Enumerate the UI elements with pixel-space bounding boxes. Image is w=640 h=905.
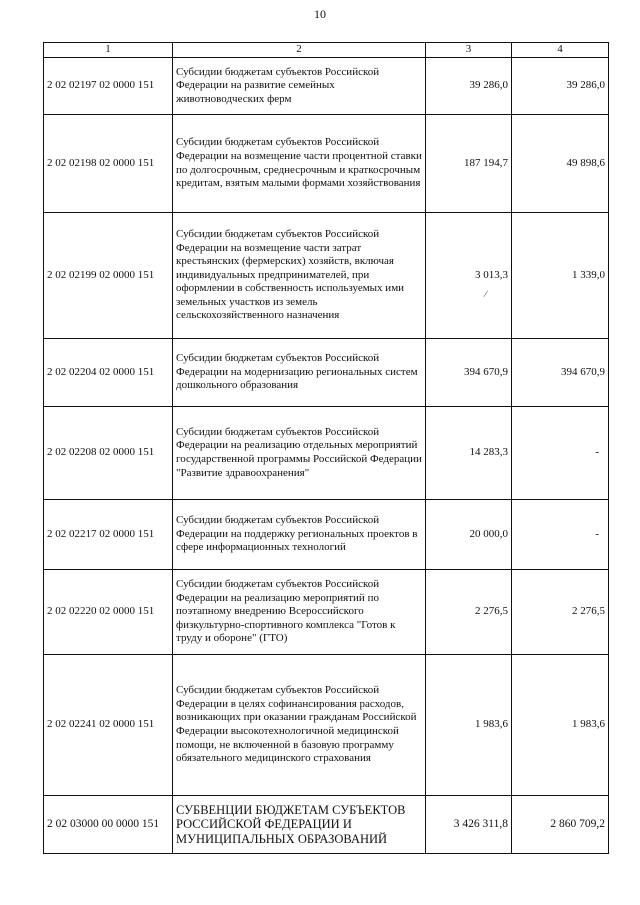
header-col-3: 3	[426, 43, 512, 58]
row-value-col3: 1 983,6	[426, 655, 512, 796]
row-name: Субсидии бюджетам субъектов Российской Федерации на реализацию мероприятий по поэтапному внедрению Всероссийского физкультурно-спортивного комплекса "Готов к труду и обороне" (ГТО)	[173, 570, 426, 655]
row-value-col3: 20 000,0	[426, 500, 512, 570]
row-value-col4: 39 286,0	[512, 58, 609, 115]
table-row	[44, 213, 609, 339]
header-row	[44, 43, 609, 58]
row-code: 2 02 02197 02 0000 151	[44, 58, 173, 115]
subtotal-value-col4: 2 860 709,2	[512, 796, 609, 854]
table-row	[44, 115, 609, 213]
table-row	[44, 58, 609, 115]
row-value-col3: 3 013,3	[426, 213, 512, 339]
row-value-col3: 14 283,3	[426, 407, 512, 500]
row-name: Субсидии бюджетам субъектов Российской Федерации на модернизацию региональных систем дошкольного образования	[173, 339, 426, 407]
row-name: Субсидии бюджетам субъектов Российской Федерации на развитие семейных животноводческих ферм	[173, 58, 426, 115]
row-code: 2 02 02217 02 0000 151	[44, 500, 173, 570]
row-value-col4: 49 898,6	[512, 115, 609, 213]
table-row	[44, 655, 609, 796]
row-value-col4: 2 276,5	[512, 570, 609, 655]
row-value-col4: 1 983,6	[512, 655, 609, 796]
header-col-1: 1	[44, 43, 173, 58]
table-row	[44, 500, 609, 570]
row-name: Субсидии бюджетам субъектов Российской Федерации на реализацию отдельных мероприятий государственной программы Российской Федерации "Развитие здравоохранения"	[173, 407, 426, 500]
subtotal-code: 2 02 03000 00 0000 151	[44, 796, 173, 854]
row-value-col3: 187 194,7	[426, 115, 512, 213]
subtotal-name: СУБВЕНЦИИ БЮДЖЕТАМ СУБЪЕКТОВ РОССИЙСКОЙ ФЕДЕРАЦИИ И МУНИЦИПАЛЬНЫХ ОБРАЗОВАНИЙ	[173, 796, 426, 854]
table-row	[44, 570, 609, 655]
budget-table	[43, 42, 609, 854]
table-row	[44, 339, 609, 407]
pen-mark: ⁄	[485, 289, 487, 299]
row-code: 2 02 02199 02 0000 151	[44, 213, 173, 339]
row-value-col4: -	[512, 500, 609, 570]
row-value-col3: 394 670,9	[426, 339, 512, 407]
row-name: Субсидии бюджетам субъектов Российской Федерации на возмещение части затрат крестьянских (фермерских) хозяйств, включая индивидуальных предпринимателей, при оформлении в собственность используемых ими земельных участков из земель сельскохозяйственного назначения	[173, 213, 426, 339]
subtotal-row	[44, 796, 609, 854]
row-value-col4: 1 339,0	[512, 213, 609, 339]
subtotal-value-col3: 3 426 311,8	[426, 796, 512, 854]
row-value-col4: 394 670,9	[512, 339, 609, 407]
row-value-col3: 39 286,0	[426, 58, 512, 115]
row-code: 2 02 02220 02 0000 151	[44, 570, 173, 655]
row-value-col3: 2 276,5	[426, 570, 512, 655]
row-code: 2 02 02241 02 0000 151	[44, 655, 173, 796]
table-row	[44, 407, 609, 500]
header-col-4: 4	[512, 43, 609, 58]
row-code: 2 02 02204 02 0000 151	[44, 339, 173, 407]
row-name: Субсидии бюджетам субъектов Российской Федерации в целях софинансирования расходов, возникающих при оказании гражданам Российской Федерации высокотехнологичной медицинской помощи, не включенной в базовую программу обязательного медицинского страхования	[173, 655, 426, 796]
row-name: Субсидии бюджетам субъектов Российской Федерации на поддержку региональных проектов в сфере информационных технологий	[173, 500, 426, 570]
row-name: Субсидии бюджетам субъектов Российской Федерации на возмещение части процентной ставки по долгосрочным, среднесрочным и краткосрочным кредитам, взятым малыми формами хозяйствования	[173, 115, 426, 213]
row-code: 2 02 02198 02 0000 151	[44, 115, 173, 213]
page-number: 10	[314, 7, 326, 21]
header-col-2: 2	[173, 43, 426, 58]
row-value-col4: -	[512, 407, 609, 500]
row-code: 2 02 02208 02 0000 151	[44, 407, 173, 500]
